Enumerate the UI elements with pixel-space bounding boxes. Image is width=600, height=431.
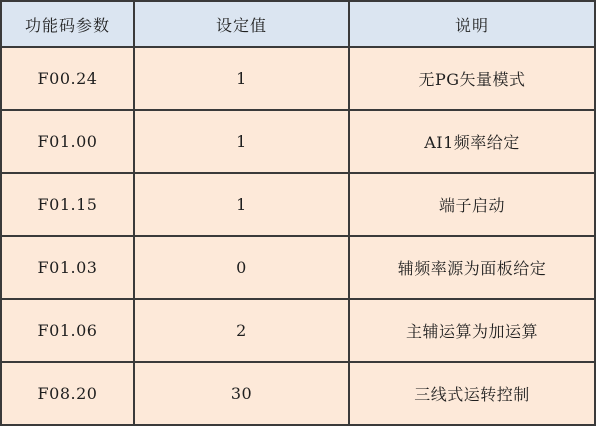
- table-row: [1, 362, 595, 425]
- set-value-cell: 1: [134, 47, 349, 110]
- table-row: [1, 236, 595, 299]
- param-code-cell: F01.00: [1, 110, 134, 173]
- set-value-cell: 0: [134, 236, 349, 299]
- param-code-cell: F01.06: [1, 299, 134, 362]
- set-value-cell: 30: [134, 362, 349, 425]
- description-cell: 端子启动: [349, 173, 595, 236]
- description-cell: 辅频率源为面板给定: [349, 236, 595, 299]
- description-cell: 三线式运转控制: [349, 362, 595, 425]
- param-code-cell: F01.03: [1, 236, 134, 299]
- table-row: [1, 47, 595, 110]
- table-row: [1, 173, 595, 236]
- set-value-cell: 1: [134, 110, 349, 173]
- param-code-cell: F08.20: [1, 362, 134, 425]
- table-row: [1, 110, 595, 173]
- param-code-cell: F01.15: [1, 173, 134, 236]
- description-cell: 无PG矢量模式: [349, 47, 595, 110]
- header-cell-description: 说明: [349, 1, 595, 47]
- table-header-row: [1, 1, 595, 47]
- header-cell-parameter: 功能码参数: [1, 1, 134, 47]
- header-cell-set-value: 设定值: [134, 1, 349, 47]
- set-value-cell: 2: [134, 299, 349, 362]
- table-row: [1, 299, 595, 362]
- description-cell: 主辅运算为加运算: [349, 299, 595, 362]
- param-code-cell: F00.24: [1, 47, 134, 110]
- set-value-cell: 1: [134, 173, 349, 236]
- description-cell: AI1频率给定: [349, 110, 595, 173]
